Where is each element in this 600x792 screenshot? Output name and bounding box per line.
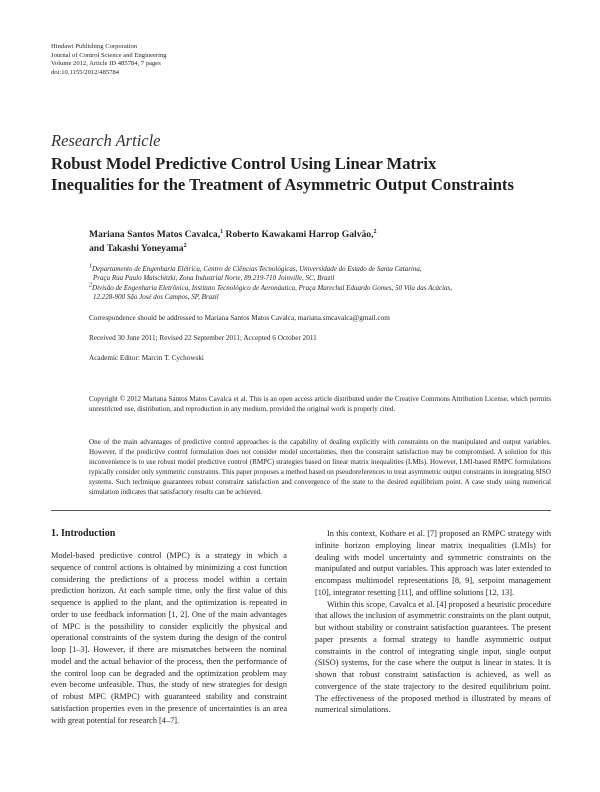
article-dates: Received 30 June 2011; Revised 22 September 2011; Accepted 6 October 2011 <box>89 334 317 342</box>
intro-paragraph-2: In this context, Kothare et al. [7] proposed an RMPC strategy with infinite horizon employing linear matrix inequalities (LMIs) for dealing with model uncertainty and symmetric constraints on the manipulated and output variables. This approach was later extended to encompass multimodel representations [8, 9], setpoint management [10], integrator resetting [11], and offline solutions [12, 13]. <box>315 529 551 597</box>
intro-paragraph-3: Within this scope, Cavalca et al. [4] proposed a heuristic procedure that allows the inclusion of asymmetric constraints on the plant output, but without stability or constraint satisfaction guarantees. The present paper presents a formal strategy to handle asymmetric output constraints in the control of integrating single input, single output (SISO) systems, for the case where the output is linear in states. It is shown that robust constraint satisfaction is achieved, as well as convergence of the state trajectory to the desired equilibrium point. The effectiveness of the proposed method is illustrated by means of numerical simulations. <box>315 599 551 715</box>
publication-header <box>51 43 167 77</box>
author-3-affiliation-mark: 2 <box>183 242 187 249</box>
left-column <box>51 550 287 726</box>
author-1-affiliation-mark: 1 <box>220 228 224 235</box>
right-column <box>315 528 551 716</box>
author-1: Mariana Santos Matos Cavalca, <box>89 229 221 240</box>
paper-title <box>51 153 551 195</box>
article-type: Research Article <box>51 131 161 150</box>
author-2-affiliation-mark: 2 <box>373 228 377 235</box>
volume-info: Volume 2012, Article ID 485784, 7 pages <box>51 60 161 68</box>
journal-name: Journal of Control Science and Engineering <box>51 51 167 59</box>
author-2: Roberto Kawakami Harrop Galvão, <box>225 229 374 240</box>
affiliation-2: $^2$Divisão de Engenharia Eletrônica, Instituto Tecnológico de Aeronáutica, Praça Marechal Eduardo Gomes, 50 Vila das Acácias, <box>89 282 452 292</box>
publisher-name: Hindawi Publishing Corporation <box>51 43 138 50</box>
affiliations <box>89 265 559 303</box>
affiliation-2-mark: 2 <box>89 282 92 289</box>
academic-editor: Academic Editor: Marcin T. Cychowski <box>89 354 204 362</box>
title-line-2: Inequalities for the Treatment of Asymmetric Output Constraints <box>51 175 514 194</box>
section-heading-introduction: 1. Introduction <box>51 528 116 539</box>
title-line-1: Robust Model Predictive Control Using Linear Matrix <box>51 154 437 173</box>
author-3: and Takashi Yoneyama <box>89 242 184 254</box>
affiliation-2-line-2: 12.228-900 São José dos Campos, SP, Brazil <box>93 293 219 302</box>
section-divider <box>51 510 551 511</box>
doi-link[interactable]: doi:10.1155/2012/485784 <box>51 68 120 76</box>
copyright-notice: Copyright © 2012 Mariana Santos Matos Cavalca et al. This is an open access article distributed under the Creative Commons Attribution License, which permits unrestricted use, distribution, and reproduction in any medium, provided the original work is properly cited. <box>89 395 551 413</box>
intro-paragraph-1: Model-based predictive control (MPC) is a strategy in which a sequence of control actions is obtained by minimizing a cost function considering the predictions of a process model within a certain prediction horizon. At each sample time, only the first value of this sequence is applied to the plant, and the optimization is repeated in order to use feedback information [1, 2]. One of the main advantages of MPC is the possibility to consider explicitly the physical and operational constraints of the system during the design of the control loop [1–3]. However, if there are mismatches between the nominal model and the actual behavior of the process, then the performance of the control loop can be degraded and the optimization problem may even become unfeasible. Thus, the study of new strategies for design of robust MPC (RMPC) with guaranteed stability and constraint satisfaction properties even in the presence of uncertainties is an area with great potential for research [4–7]. <box>51 551 287 725</box>
affiliation-1-mark: 1 <box>89 263 92 270</box>
affiliation-1-line-2: Praça Rua Paulo Malschitzki, Zona Industrial Norte, 89.219-710 Joinville, SC, Brazil <box>93 274 335 283</box>
abstract: One of the main advantages of predictive control approaches is the capability of dealing explicitly with constraints on the manipulated and output variables. However, if the predictive control formulation does not consider model uncertainties, then the constraint satisfaction may be compromised. A solution for this inconvenience is to use robust model predictive control (RMPC) strategies based on linear matrix inequalities (LMIs). However, LMI-based RMPC formulations typically consider only symmetric constraints. This paper proposes a method based on pseudoreferences to treat asymmetric output constraints in integrating SISO systems. Such technique guarantees robust constraint satisfaction and convergence of the state to the desired equilibrium point. A case study using numerical simulation indicates that satisfactory results can be achieved. <box>89 438 551 496</box>
affiliation-1: $^1$Departamento de Engenharia Elétrica, Centro de Ciências Tecnológicas, Universidade do Estado de Santa Catarina, <box>89 263 422 273</box>
correspondence-note: Correspondence should be addressed to Mariana Santos Matos Cavalca, mariana.smcavalca@gmail.com <box>89 314 390 322</box>
author-list <box>89 228 559 255</box>
